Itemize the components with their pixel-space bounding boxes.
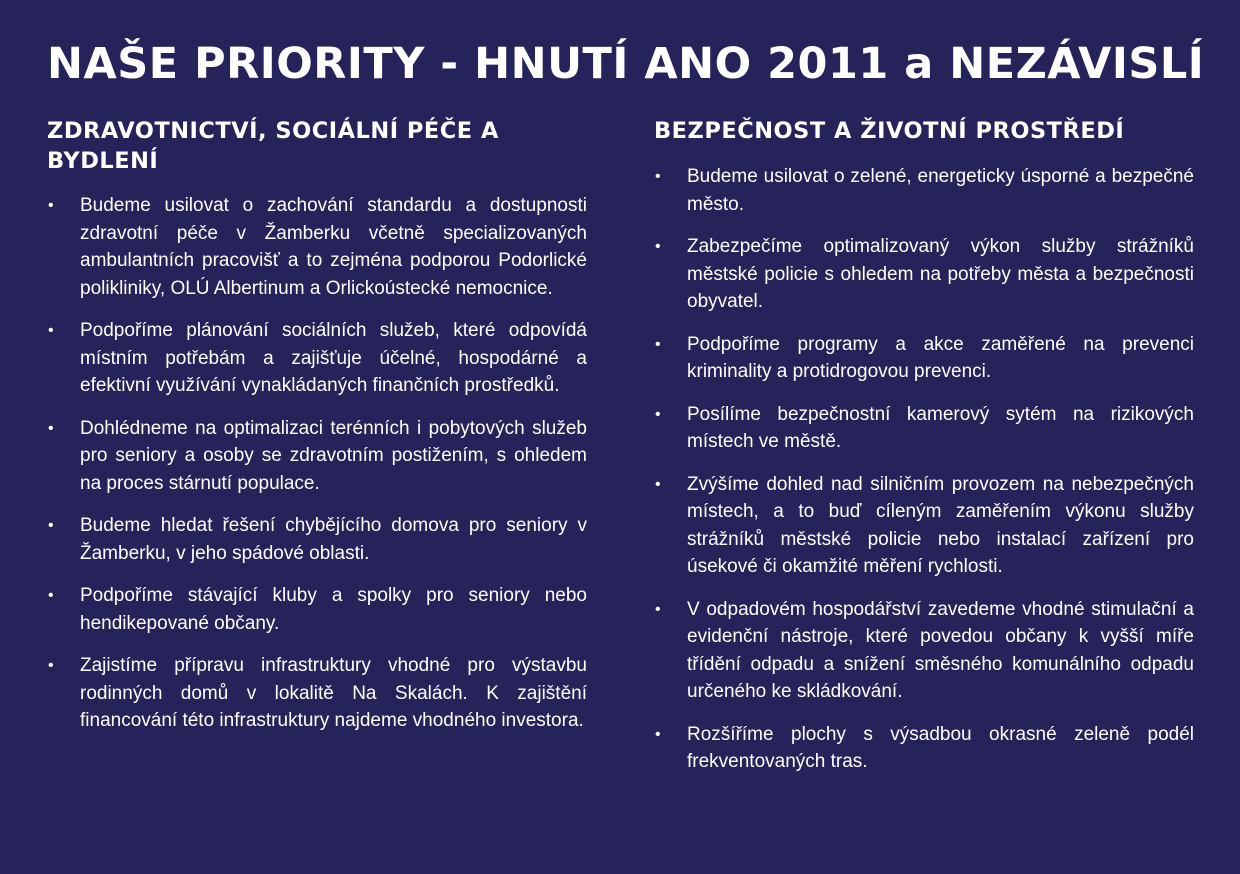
list-item bbox=[654, 471, 1194, 581]
list-item bbox=[47, 582, 587, 637]
bullet-icon: • bbox=[48, 322, 54, 339]
bullet-icon: • bbox=[48, 657, 54, 674]
list-item-text: Budeme hledat řešení chybějícího domova pro seniory v Žamberku, v jeho spádové oblasti. bbox=[80, 515, 587, 564]
bullet-icon: • bbox=[48, 197, 54, 214]
list-item bbox=[47, 192, 587, 302]
health-social-housing-section bbox=[47, 116, 587, 750]
list-item bbox=[47, 652, 587, 735]
bullet-icon: • bbox=[655, 600, 661, 618]
list-item-text: Podpoříme plánování sociálních služeb, které odpovídá místním potřebám a zajišťuje účelné, hospodárné a efektivní využívání vynakládaných finančních prostředků. bbox=[80, 320, 587, 396]
health-priority-list bbox=[47, 192, 587, 735]
list-item bbox=[654, 233, 1194, 316]
section-heading-safety: BEZPEČNOST A ŽIVOTNÍ PROSTŘEDÍ bbox=[654, 118, 1125, 144]
list-item bbox=[654, 596, 1194, 706]
list-item-text: Budeme usilovat o zachování standardu a dostupnosti zdravotní péče v Žamberku včetně specializovaných ambulantních pracovišť a to zejména podporou Podorlické polikliniky, OLÚ Albertinum a Orlickoústecké nemocnice. bbox=[80, 195, 587, 299]
list-item-text: Posílíme bezpečnostní kamerový sytém na rizikových místech ve městě. bbox=[687, 403, 1194, 452]
list-item bbox=[47, 512, 587, 567]
bullet-icon: • bbox=[655, 725, 661, 743]
list-item-text: Zabezpečíme optimalizovaný výkon služby strážníků městské policie s ohledem na potřeby města a bezpečnosti obyvatel. bbox=[687, 236, 1194, 312]
bullet-icon: • bbox=[48, 517, 54, 534]
list-item-text: Zajistíme přípravu infrastruktury vhodné pro výstavbu rodinných domů v lokalitě Na Skalách. K zajištění financování této infrastruktury najdeme vhodného investora. bbox=[80, 655, 587, 731]
bullet-icon: • bbox=[48, 419, 54, 437]
list-item-text: Podpoříme stávající kluby a spolky pro seniory nebo hendikepované občany. bbox=[80, 585, 587, 634]
safety-priority-list bbox=[654, 163, 1194, 776]
bullet-icon: • bbox=[655, 238, 661, 255]
list-item-text: Budeme usilovat o zelené, energeticky úsporné a bezpečné město. bbox=[687, 166, 1194, 215]
list-item bbox=[654, 721, 1194, 776]
list-item-text: Dohlédneme na optimalizaci terénních i pobytových služeb pro seniory a osoby se zdravotním postižením, s ohledem na proces stárnutí populace. bbox=[80, 417, 587, 494]
list-item-text: V odpadovém hospodářství zavedeme vhodné stimulační a evidenční nástroje, které povedou občany k vyšší míře třídění odpadu a snížení směsného komunálního odpadu určeného ke skládkování. bbox=[687, 598, 1194, 702]
bullet-icon: • bbox=[655, 405, 661, 423]
bullet-icon: • bbox=[655, 168, 661, 185]
list-item-text: Zvýšíme dohled nad silničním provozem na nebezpečných místech, a to buď cíleným zaměřením výkonu služby strážníků městské policie nebo instalací zařízení pro úsekové či okamžité měření rychlosti. bbox=[687, 473, 1194, 577]
list-item bbox=[47, 415, 587, 498]
page-title: NAŠE PRIORITY - HNUTÍ ANO 2011 a NEZÁVISLÍ bbox=[47, 39, 1205, 89]
bullet-icon: • bbox=[48, 587, 54, 604]
list-item bbox=[654, 163, 1194, 218]
bullet-icon: • bbox=[655, 475, 661, 493]
list-item bbox=[654, 331, 1194, 386]
bullet-icon: • bbox=[655, 335, 661, 353]
list-item-text: Rozšíříme plochy s výsadbou okrasné zeleně podél frekventovaných tras. bbox=[687, 723, 1194, 772]
safety-environment-section bbox=[654, 116, 1194, 791]
list-item bbox=[654, 401, 1194, 456]
list-item bbox=[47, 317, 587, 400]
list-item-text: Podpoříme programy a akce zaměřené na prevenci kriminality a protidrogovou prevenci. bbox=[687, 333, 1194, 382]
section-heading-health: ZDRAVOTNICTVÍ, SOCIÁLNÍ PÉČE A BYDLENÍ bbox=[47, 118, 499, 174]
